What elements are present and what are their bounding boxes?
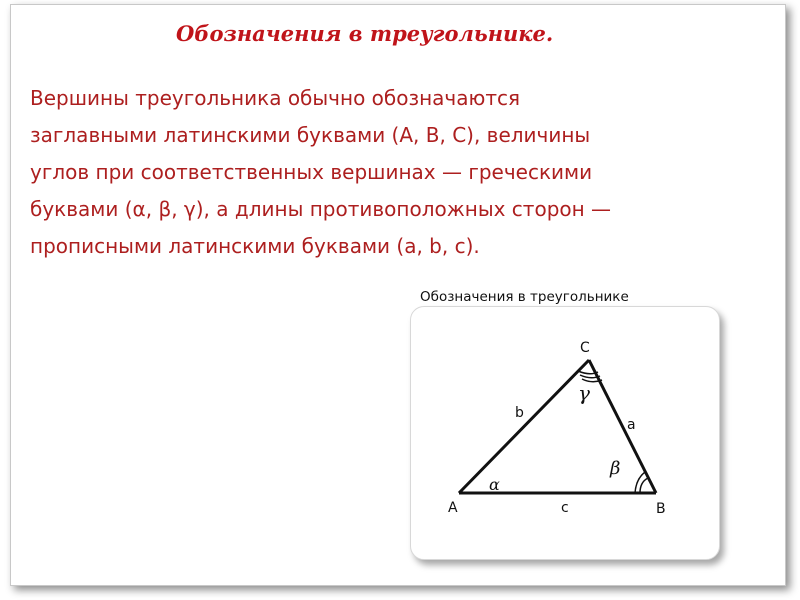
vertex-c-label: C	[580, 340, 590, 356]
slide-title: Обозначения в треугольнике.	[176, 21, 554, 46]
side-c-label: c	[561, 500, 569, 516]
side-a-line	[589, 360, 656, 493]
side-b-label: b	[515, 405, 524, 421]
vertex-a-label: A	[448, 500, 458, 516]
vertex-b-label: B	[656, 501, 666, 517]
body-line: Вершины треугольника обычно обозначаются	[30, 86, 521, 110]
angle-beta-label: β	[610, 458, 621, 479]
side-a-label: a	[627, 417, 636, 433]
angle-alpha-label: α	[489, 475, 500, 494]
angle-gamma-label: γ	[578, 381, 590, 405]
body-line: буквами (α, β, γ), а длины противоположных сторон —	[30, 197, 612, 221]
figure-caption: Обозначения в треугольнике	[420, 289, 629, 305]
body-line: прописными латинскими буквами (a, b, c).	[30, 234, 480, 258]
body-line: углов при соответственных вершинах — греческими	[30, 160, 593, 184]
side-b-line	[459, 360, 589, 493]
body-line: заглавными латинскими буквами (A, B, C), величины	[30, 123, 591, 147]
